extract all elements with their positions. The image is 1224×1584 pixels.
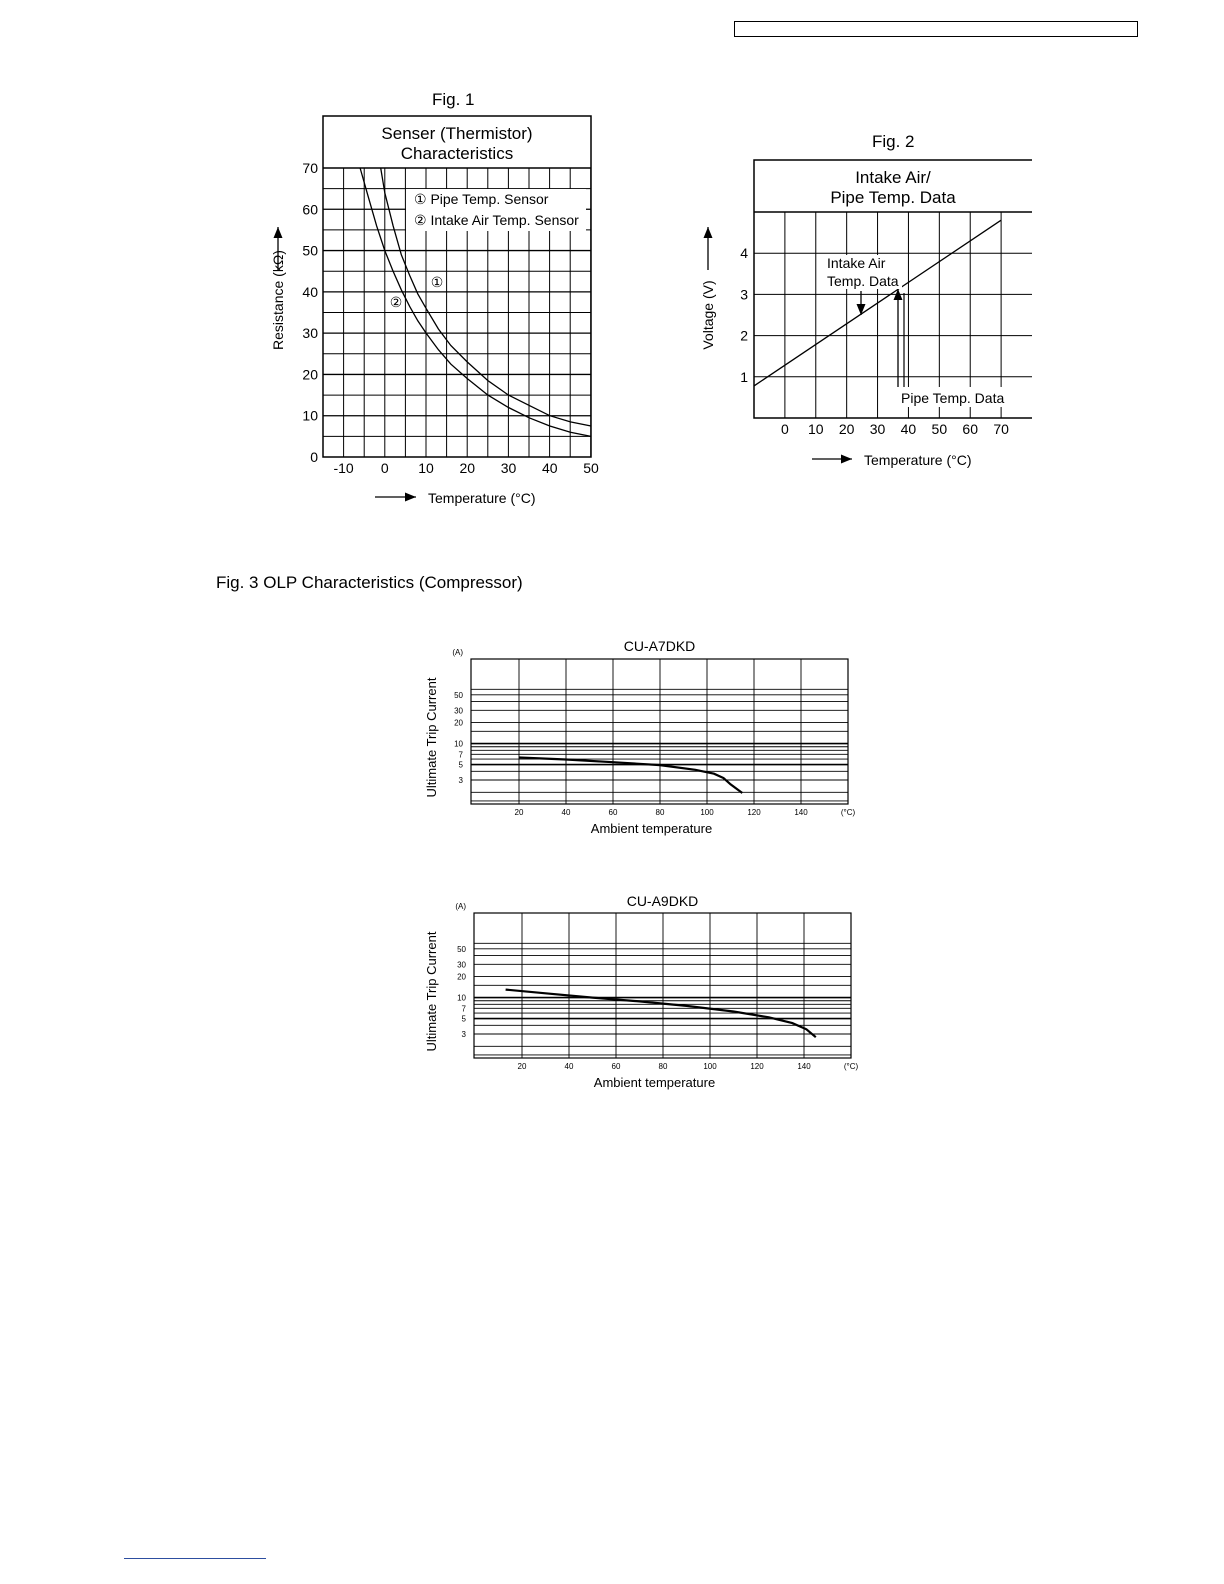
fig3b-ytick-label: 3 bbox=[461, 1030, 466, 1039]
fig3b-xtick-label: 120 bbox=[750, 1062, 764, 1071]
fig1-xlabel-arrow-head bbox=[405, 493, 416, 502]
fig1-ytick-label: 20 bbox=[302, 366, 318, 383]
fig2-annotation: Intake Air bbox=[827, 255, 886, 271]
fig1-ytick-label: 40 bbox=[302, 283, 318, 300]
fig1-ytick-label: 30 bbox=[302, 325, 318, 342]
fig2-ylabel: Voltage (V) bbox=[700, 280, 716, 350]
fig1-ylabel: Resistance (kΩ) bbox=[270, 250, 286, 350]
fig3a-xunit: (°C) bbox=[840, 808, 856, 817]
fig2-intake-arrow-head bbox=[857, 304, 866, 315]
fig1-legend-entry: ① Pipe Temp. Sensor bbox=[414, 191, 549, 207]
fig3a-title: CU-A7DKD bbox=[623, 638, 696, 654]
fig3b-ytick-label: 20 bbox=[457, 972, 466, 982]
fig2-xtick-label: 70 bbox=[993, 421, 1009, 437]
fig3b-xtick-label: 20 bbox=[517, 1062, 527, 1071]
fig2-subtitle: Pipe Temp. Data bbox=[830, 188, 956, 207]
fig3b-xtick-label: 60 bbox=[611, 1062, 621, 1071]
fig1-xtick-label: 50 bbox=[583, 460, 599, 476]
fig1-frame bbox=[323, 116, 591, 457]
fig1-title: Senser (Thermistor) bbox=[381, 124, 533, 143]
fig3b-title: CU-A9DKD bbox=[626, 893, 699, 909]
fig1-xtick-label: 40 bbox=[541, 460, 558, 476]
fig1-ylabel-arrow-head bbox=[274, 227, 283, 238]
fig2-xtick-label: 30 bbox=[869, 421, 886, 437]
fig3a-ytick-label: 3 bbox=[458, 776, 463, 785]
fig3a-ytick-label: 5 bbox=[458, 760, 463, 770]
fig1-legend-entry: ② Intake Air Temp. Sensor bbox=[414, 212, 579, 228]
fig2-ytick-label: 1 bbox=[740, 368, 748, 385]
fig2-title: Intake Air/ bbox=[855, 168, 931, 187]
fig3a-xtick-label: 80 bbox=[655, 808, 665, 817]
fig3a-xtick-label: 60 bbox=[608, 808, 618, 817]
fig3b-xtick-label: 40 bbox=[564, 1062, 574, 1071]
fig3b-ytick-label: 7 bbox=[461, 1004, 466, 1014]
fig3a-ytick-label: 30 bbox=[454, 706, 463, 716]
fig2-xtick-label: 60 bbox=[962, 421, 979, 437]
fig3-caption: Fig. 3 OLP Characteristics (Compressor) bbox=[216, 573, 523, 592]
fig1-xtick-label: -10 bbox=[333, 460, 354, 476]
fig1-xtick-label: 30 bbox=[500, 460, 517, 476]
fig2-xlabel-arrow-head bbox=[841, 455, 852, 464]
fig3a-yunit: (A) bbox=[452, 648, 463, 657]
fig2-annotation: Pipe Temp. Data bbox=[901, 390, 1005, 406]
fig3a-series-line bbox=[519, 758, 742, 794]
fig3b-ylabel: Ultimate Trip Current bbox=[424, 931, 439, 1052]
fig1-curve-label: ① bbox=[430, 274, 444, 290]
fig1-ytick-label: 60 bbox=[302, 201, 318, 218]
fig3a-xlabel: Ambient temperature bbox=[590, 821, 713, 836]
fig1-ytick-label: 70 bbox=[302, 160, 318, 176]
fig3a-xtick-label: 100 bbox=[700, 808, 714, 817]
fig3b-ytick-label: 10 bbox=[457, 993, 466, 1003]
fig2-caption: Fig. 2 bbox=[872, 132, 915, 151]
fig2-xtick-label: 40 bbox=[900, 421, 917, 437]
fig3b-ytick-label: 30 bbox=[457, 960, 466, 970]
fig3b-ytick-label: 50 bbox=[457, 944, 466, 954]
fig1-ytick-label: 0 bbox=[310, 449, 318, 465]
fig2-xtick-label: 10 bbox=[807, 421, 824, 437]
fig3a-ytick-label: 50 bbox=[454, 690, 463, 700]
fig3b-xtick-label: 80 bbox=[658, 1062, 668, 1071]
fig3b-xunit: (°C) bbox=[843, 1062, 859, 1071]
fig2-ytick-label: 2 bbox=[740, 327, 748, 344]
fig2-xlabel: Temperature (°C) bbox=[864, 452, 972, 468]
fig2-xtick-label: 50 bbox=[931, 421, 948, 437]
footer-line bbox=[124, 1558, 266, 1559]
fig1-xtick-label: 20 bbox=[459, 460, 476, 476]
fig3b-xlabel: Ambient temperature bbox=[593, 1075, 716, 1090]
fig3a-ytick-label: 10 bbox=[454, 739, 463, 749]
fig1-xlabel: Temperature (°C) bbox=[428, 490, 536, 506]
fig2-annotation: Temp. Data bbox=[827, 273, 899, 289]
fig2-ytick-label: 4 bbox=[740, 245, 748, 262]
fig2-ytick-label: 3 bbox=[740, 286, 748, 303]
fig3a-xtick-label: 140 bbox=[794, 808, 808, 817]
fig3a-xtick-label: 120 bbox=[747, 808, 761, 817]
fig1-xtick-label: 0 bbox=[380, 460, 389, 476]
fig3a-ytick-label: 20 bbox=[454, 718, 463, 728]
fig1-curve-label: ② bbox=[389, 294, 403, 310]
fig1-subtitle: Characteristics bbox=[400, 144, 514, 163]
fig3a-ylabel: Ultimate Trip Current bbox=[424, 677, 439, 798]
fig2-xtick-label: 20 bbox=[838, 421, 855, 437]
fig3a-ytick-label: 7 bbox=[458, 750, 463, 760]
fig1-ytick-label: 10 bbox=[302, 407, 318, 424]
fig3b-xtick-label: 100 bbox=[703, 1062, 717, 1071]
fig1-xtick-label: 10 bbox=[418, 460, 434, 476]
fig1-caption: Fig. 1 bbox=[432, 90, 475, 109]
fig1-ytick-label: 50 bbox=[302, 242, 318, 259]
fig2-ylabel-arrow-head bbox=[704, 227, 713, 238]
fig3b-ytick-label: 5 bbox=[461, 1014, 466, 1024]
fig3b-yunit: (A) bbox=[455, 902, 466, 911]
fig3a-xtick-label: 40 bbox=[561, 808, 571, 817]
fig2-xtick-label: 0 bbox=[780, 421, 789, 437]
fig3a-xtick-label: 20 bbox=[514, 808, 524, 817]
fig3b-xtick-label: 140 bbox=[797, 1062, 811, 1071]
